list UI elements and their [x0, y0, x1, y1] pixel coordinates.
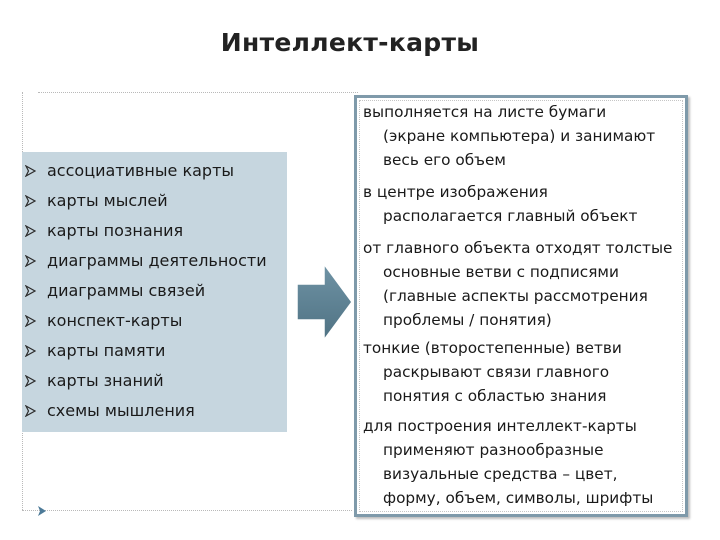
map-description-box: [354, 95, 688, 517]
bottom-dotted-frame: [22, 510, 352, 511]
description-line: проблемы / понятия): [383, 311, 552, 329]
arrowhead-bullet-icon: [25, 276, 39, 306]
list-item-label: карты памяти: [47, 341, 166, 360]
list-item-label: карты мыслей: [47, 191, 168, 210]
description-line: тонкие (второстепенные) ветви: [363, 339, 622, 357]
arrowhead-bullet-icon: [25, 366, 39, 396]
list-item-label: карты знаний: [47, 371, 164, 390]
list-item-label: карты познания: [47, 221, 184, 240]
arrowhead-bullet-icon: [25, 336, 39, 366]
description-item-2: [363, 180, 685, 228]
right-arrow-icon: [296, 262, 354, 342]
map-types-panel: [22, 152, 287, 432]
list-item-label: ассоциативные карты: [47, 161, 235, 180]
description-line: в центре изображения: [363, 183, 548, 201]
list-item: [22, 396, 267, 426]
arrowhead-bullet-icon: [25, 246, 39, 276]
arrowhead-bullet-icon: [25, 396, 39, 426]
description-item-3: [363, 236, 685, 332]
list-item: [22, 186, 267, 216]
list-item: [22, 216, 267, 246]
description-item-4: [363, 336, 685, 408]
arrowhead-bullet-icon: [25, 216, 39, 246]
list-item-label: конспект-карты: [47, 311, 183, 330]
top-dotted-divider: [38, 92, 358, 93]
description-item-1: [363, 100, 685, 172]
list-item-label: диаграммы связей: [47, 281, 206, 300]
list-item: [22, 336, 267, 366]
description-line: располагается главный объект: [383, 207, 638, 225]
description-line: весь его объем: [383, 151, 506, 169]
arrowhead-bullet-icon: [25, 306, 39, 336]
description-line: для построения интеллект-карты: [363, 417, 637, 435]
arrowhead-bullet-icon: [25, 186, 39, 216]
list-item: [22, 306, 267, 336]
description-line: выполняется на листе бумаги: [363, 103, 607, 121]
list-item: [22, 156, 267, 186]
description-line: (экране компьютера) и занимают: [383, 127, 656, 145]
description-line: (главные аспекты рассмотрения: [383, 287, 648, 305]
arrowhead-bullet-icon: [25, 156, 39, 186]
description-line: визуальные средства – цвет,: [383, 465, 618, 483]
description-line: основные ветви с подписями: [383, 263, 619, 281]
list-item: [22, 246, 267, 276]
list-item-label: схемы мышления: [47, 401, 195, 420]
description-line: понятия с областью знания: [383, 387, 607, 405]
description-item-5: [363, 414, 685, 510]
description-line: от главного объекта отходят толстые: [363, 239, 673, 257]
description-line: раскрывают связи главного: [383, 363, 610, 381]
list-item: [22, 366, 267, 396]
list-item: [22, 276, 267, 306]
map-types-list: [22, 156, 267, 426]
list-item-label: диаграммы деятельности: [47, 251, 267, 270]
description-line: форму, объем, символы, шрифты: [383, 489, 654, 507]
description-line: применяют разнообразные: [383, 441, 604, 459]
slide-nav-icon[interactable]: [37, 505, 47, 517]
slide-title: Интеллект-карты: [220, 28, 480, 57]
